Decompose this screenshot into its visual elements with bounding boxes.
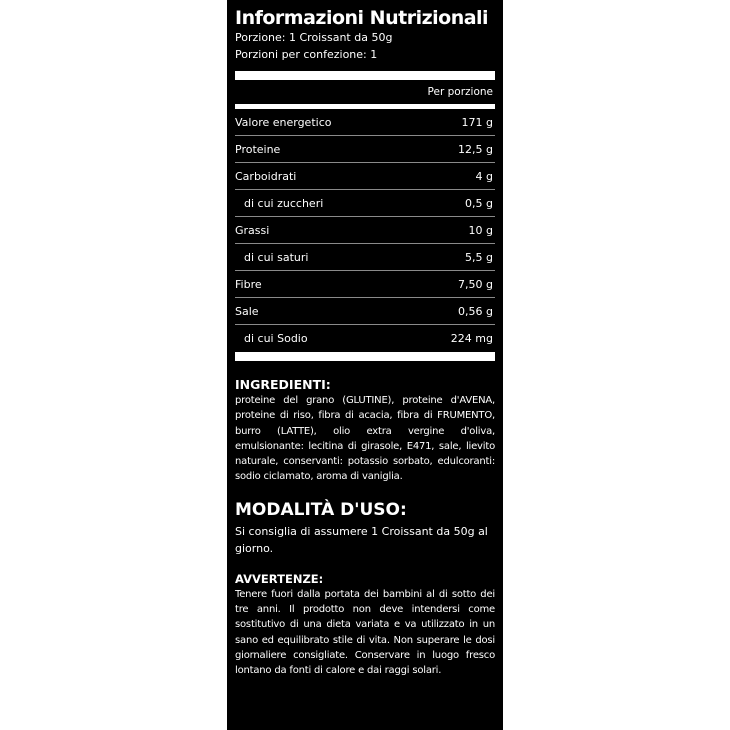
warnings-text: Tenere fuori dalla portata dei bambini al di sotto dei tre anni. Il prodotto non deve intendersi come sostitutivo di una dieta variata e va utilizzato in un sano ed equilibrato stile di vita. Non superare le dosi giornaliere consigliate. Conservare in luogo fresco lontano da fonti di calore e dai raggi solari.: [235, 588, 495, 677]
divider-thick-top: [235, 71, 495, 80]
serving-size: Porzione: 1 Croissant da 50g: [235, 31, 393, 44]
nutrition-title: Informazioni Nutrizionali: [235, 7, 489, 29]
servings-per-pack: Porzioni per confezione: 1: [235, 48, 378, 61]
row-value: 4 g: [475, 169, 493, 183]
row-label: di cui zuccheri: [244, 196, 324, 210]
nutrition-row-sodium: [235, 325, 495, 351]
nutrition-row-energy: [235, 109, 495, 136]
ingredients-text: proteine del grano (GLUTINE), proteine d'AVENA, proteine di riso, fibra di acacia, fibra di FRUMENTO, burro (LATTE), olio extra vergine d'oliva, emulsionante: lecitina di girasole, E471, sale, lievito naturale, conservanti: potassio sorbato, edulcoranti: sodio ciclamato, aroma di vaniglia.: [235, 395, 495, 483]
usage-heading: MODALITÀ D'USO:: [235, 499, 407, 520]
row-label: Grassi: [235, 223, 270, 237]
nutrition-row-fibre: [235, 271, 495, 298]
row-label: Fibre: [235, 277, 262, 291]
nutrition-row-saturated: [235, 244, 495, 271]
nutrition-row-carbs: [235, 163, 495, 190]
row-value: 0,56 g: [458, 304, 493, 318]
column-header: Per porzione: [427, 86, 493, 98]
row-label: Valore energetico: [235, 115, 332, 129]
row-value: 7,50 g: [458, 277, 493, 291]
row-value: 10 g: [468, 223, 493, 237]
row-value: 12,5 g: [458, 142, 493, 156]
nutrition-row-protein: [235, 136, 495, 163]
nutrition-row-fat: [235, 217, 495, 244]
row-label: di cui Sodio: [244, 331, 308, 345]
divider-thick-bottom: [235, 352, 495, 361]
row-label: di cui saturi: [244, 250, 309, 264]
nutrition-row-salt: [235, 298, 495, 325]
nutrition-label-panel: [227, 0, 503, 730]
row-label: Sale: [235, 304, 259, 318]
row-label: Proteine: [235, 142, 281, 156]
nutrition-table: [235, 109, 495, 351]
row-value: 224 mg: [450, 331, 493, 345]
usage-text: Si consiglia di assumere 1 Croissant da 50g al giorno.: [235, 524, 488, 555]
warnings-heading: AVVERTENZE:: [235, 571, 324, 586]
row-value: 171 g: [461, 115, 493, 129]
row-label: Carboidrati: [235, 169, 297, 183]
row-value: 5,5 g: [465, 250, 493, 264]
nutrition-row-sugars: [235, 190, 495, 217]
ingredients-heading: INGREDIENTI:: [235, 377, 331, 392]
row-value: 0,5 g: [465, 196, 493, 210]
